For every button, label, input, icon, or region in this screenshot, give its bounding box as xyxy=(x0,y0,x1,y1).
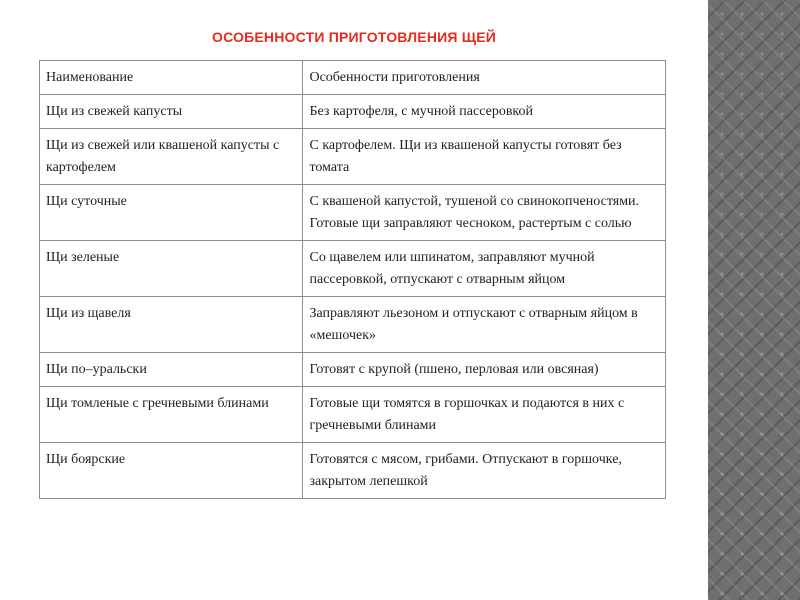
row-name: Щи по–уральски xyxy=(40,353,303,387)
row-name: Щи боярские xyxy=(40,443,303,499)
row-feature: Готовятся с мясом, грибами. Отпускают в горшочке, закрытом лепешкой xyxy=(303,443,666,499)
table-row xyxy=(40,185,666,241)
row-name: Щи томленые с гречневыми блинами xyxy=(40,387,303,443)
table-row xyxy=(40,129,666,185)
header-name: Наименование xyxy=(40,61,303,95)
row-feature: Готовят с крупой (пшено, перловая или овсяная) xyxy=(303,353,666,387)
table-row xyxy=(40,95,666,129)
table-row xyxy=(40,353,666,387)
table-row xyxy=(40,387,666,443)
decorative-side-pattern xyxy=(708,0,800,600)
header-feature: Особенности приготовления xyxy=(303,61,666,95)
row-feature: С картофелем. Щи из квашеной капусты готовят без томата xyxy=(303,129,666,185)
row-feature: С квашеной капустой, тушеной со свинокопченостями. Готовые щи заправляют чесноком, растертым с солью xyxy=(303,185,666,241)
table-header-row xyxy=(40,61,666,95)
row-name: Щи суточные xyxy=(40,185,303,241)
row-name: Щи из свежей или квашеной капусты с картофелем xyxy=(40,129,303,185)
row-feature: Заправляют льезоном и отпускают с отварным яйцом в «мешочек» xyxy=(303,297,666,353)
row-feature: Без картофеля, с мучной пассеровкой xyxy=(303,95,666,129)
table-row xyxy=(40,241,666,297)
row-name: Щи зеленые xyxy=(40,241,303,297)
row-name: Щи из щавеля xyxy=(40,297,303,353)
table-row xyxy=(40,297,666,353)
soup-table xyxy=(39,60,666,499)
row-feature: Готовые щи томятся в горшочках и подаются в них с гречневыми блинами xyxy=(303,387,666,443)
row-name: Щи из свежей капусты xyxy=(40,95,303,129)
row-feature: Со щавелем или шпинатом, заправляют мучной пассеровкой, отпускают с отварным яйцом xyxy=(303,241,666,297)
table-row xyxy=(40,443,666,499)
page-title: ОСОБЕННОСТИ ПРИГОТОВЛЕНИЯ ЩЕЙ xyxy=(211,29,497,45)
